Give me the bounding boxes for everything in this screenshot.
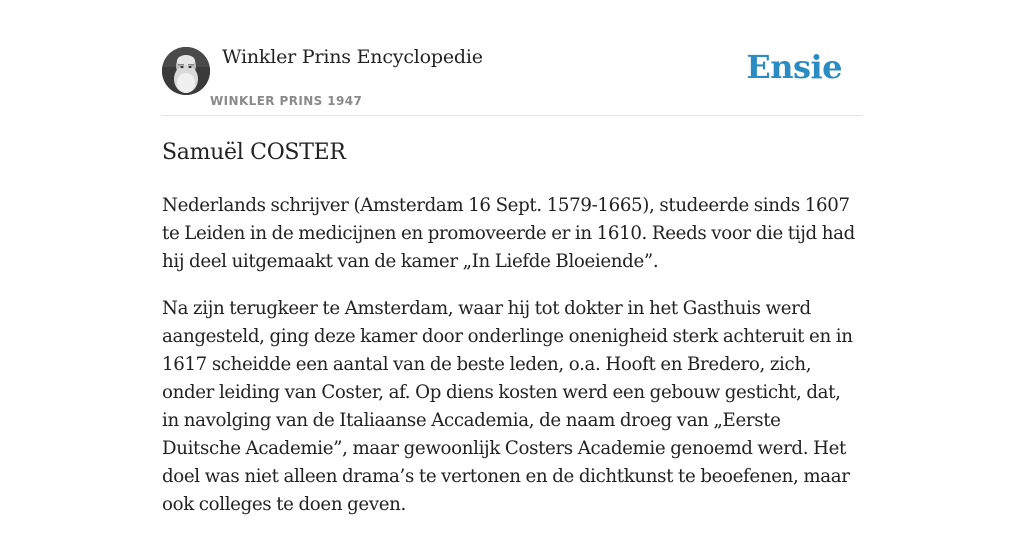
- bearded-man-portrait-icon: [162, 47, 210, 95]
- source-avatar[interactable]: [162, 47, 210, 95]
- article-title: Samuël COSTER: [162, 140, 346, 165]
- article-paragraph: Nederlands schrijver (Amsterdam 16 Sept. 1579-1665), studeerde sinds 1607 te Leiden in de medicijnen en promoveerde er in 1610. Reeds voor die tijd had hij deel uitgemaakt van de kamer „In Liefde Bloeiende”.: [162, 195, 855, 272]
- source-title[interactable]: Winkler Prins Encyclopedie: [222, 46, 483, 68]
- source-header: [162, 0, 862, 116]
- page-container: [162, 0, 862, 515]
- article-body: [162, 192, 862, 538]
- article-paragraph: Na zijn terugkeer te Amsterdam, waar hij tot dokter in het Gasthuis werd aangesteld, ging deze kamer door onderlinge onenigheid sterk achteruit en in 1617 scheidde een aantal van de beste leden, o.a. Hooft en Bredero, zich, onder leiding van Coster, af. Op diens kosten werd een gebouw gesticht, dat, in navolging van de Italiaanse Accademia, de naam droeg van „Eerste Duitsche Academie”, maar gewoonlijk Costers Academie genoemd werd. Het doel was niet alleen drama’s te vertonen en de dichtkunst te beoefenen, maar ook colleges te doen geven.: [162, 298, 853, 515]
- source-subtitle[interactable]: WINKLER PRINS 1947: [210, 94, 363, 108]
- ensie-logo-link[interactable]: Ensie: [746, 48, 842, 86]
